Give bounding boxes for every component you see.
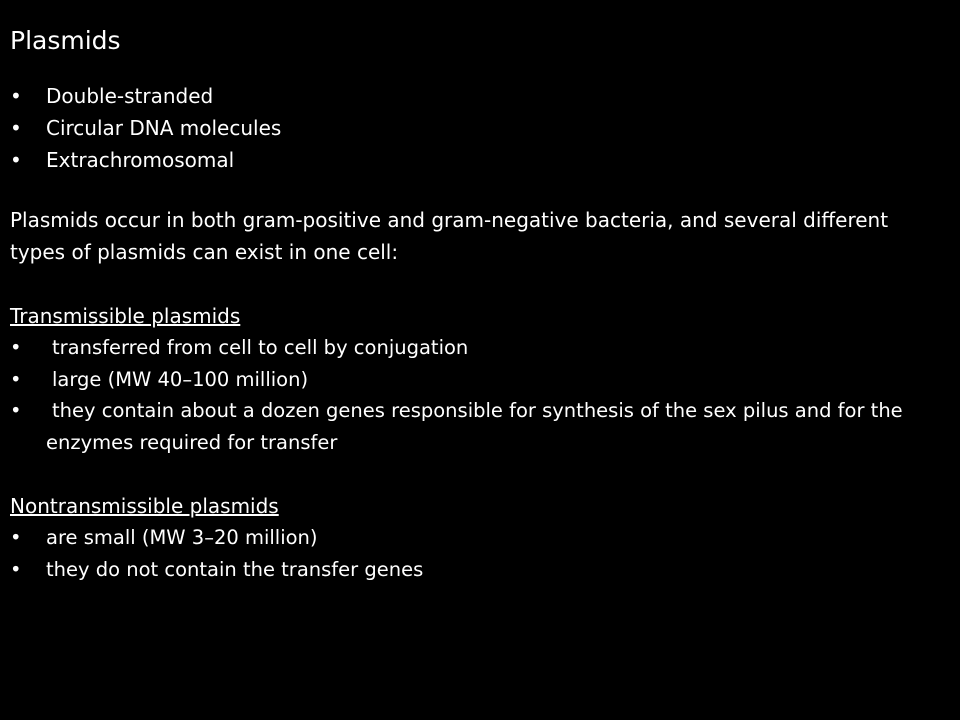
- list-item: [10, 395, 950, 458]
- list-item: [10, 144, 950, 176]
- intro-bullet-list: [10, 80, 950, 176]
- bullet-text: they contain about a dozen genes responsible for synthesis of the sex pilus and for the enzymes required for transfer: [46, 399, 903, 454]
- nontransmissible-bullet-list: [10, 522, 950, 585]
- bullet-text: Extrachromosomal: [46, 148, 235, 172]
- list-item: [10, 80, 950, 112]
- bullet-icon: •: [10, 116, 22, 140]
- bullet-text: transferred from cell to cell by conjugation: [52, 336, 469, 359]
- slide: [10, 24, 950, 585]
- list-item: [10, 554, 950, 586]
- intro-paragraph: Plasmids occur in both gram-positive and gram-negative bacteria, and several different types of plasmids can exist in one cell:: [10, 208, 889, 264]
- bullet-text: are small (MW 3–20 million): [46, 526, 318, 549]
- list-item: [10, 112, 950, 144]
- bullet-icon: •: [10, 367, 22, 391]
- bullet-text: Circular DNA molecules: [46, 116, 282, 140]
- bullet-text: they do not contain the transfer genes: [46, 557, 424, 581]
- transmissible-heading: Transmissible plasmids: [10, 304, 241, 328]
- slide-title: Plasmids: [10, 26, 121, 55]
- bullet-icon: •: [10, 84, 22, 108]
- bullet-icon: •: [10, 336, 22, 359]
- list-item: [10, 522, 950, 554]
- bullet-text: large (MW 40–100 million): [52, 367, 309, 391]
- bullet-text: Double-stranded: [46, 84, 214, 108]
- list-item: [10, 364, 950, 396]
- bullet-icon: •: [10, 526, 22, 549]
- bullet-icon: •: [10, 557, 22, 581]
- bullet-icon: •: [10, 148, 22, 172]
- nontransmissible-heading: Nontransmissible plasmids: [10, 494, 279, 518]
- list-item: [10, 332, 950, 364]
- bullet-icon: •: [10, 399, 22, 422]
- transmissible-bullet-list: [10, 332, 950, 458]
